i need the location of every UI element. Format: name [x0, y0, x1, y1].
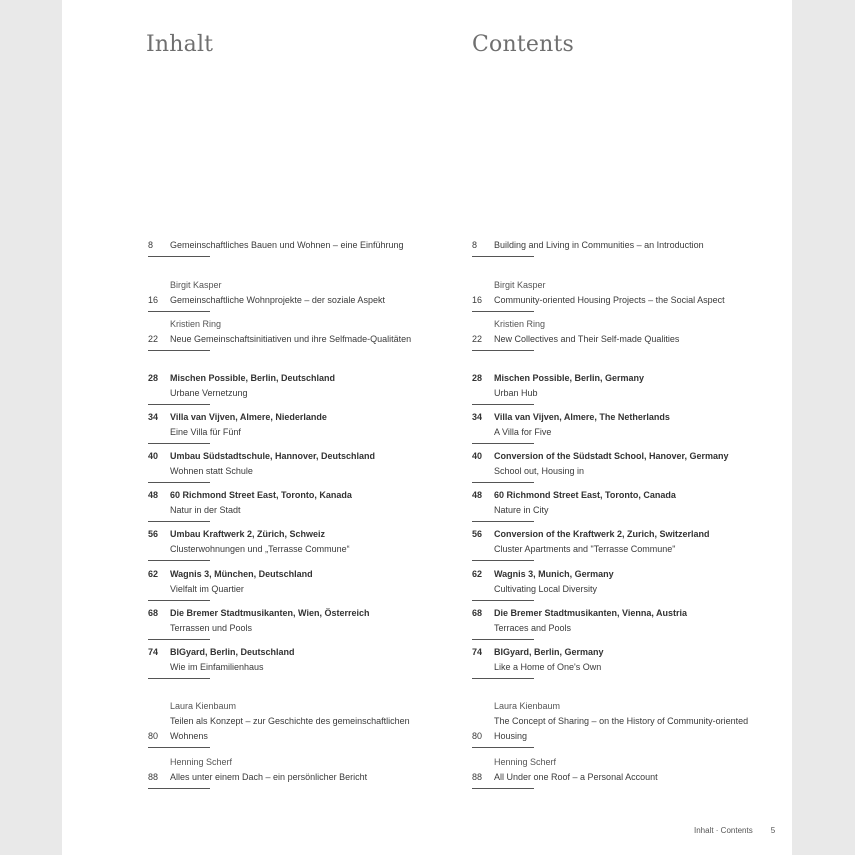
entry-page-number: 48: [148, 490, 159, 500]
title-line: [148, 410, 448, 425]
title-line: [472, 567, 772, 582]
subtitle-line: [148, 503, 448, 518]
entry-subtitle: Urban Hub: [494, 388, 538, 398]
entry-underline: [148, 404, 210, 405]
author-line: [148, 278, 448, 293]
title-line: [148, 488, 448, 503]
entry-underline: [148, 560, 210, 561]
text-line: [148, 729, 448, 744]
entry-title: BIGyard, Berlin, Germany: [494, 647, 604, 657]
entry-text: Alles unter einem Dach – ein persönlicher Bericht: [170, 772, 368, 782]
toc-entry[interactable]: [472, 238, 772, 253]
entry-underline: [148, 678, 210, 679]
title-line: [472, 410, 772, 425]
entry-text: Teilen als Konzept – zur Geschichte des gemeinschaftlichen: [170, 716, 410, 726]
entry-underline: [472, 600, 534, 601]
entry-subtitle: Clusterwohnungen und „Terrasse Commune“: [170, 544, 350, 554]
toc-entry[interactable]: [148, 606, 448, 636]
title-line: [148, 645, 448, 660]
entry-subtitle: Natur in der Stadt: [170, 505, 241, 515]
entry-text: Building and Living in Communities – an Introduction: [494, 240, 704, 250]
entry-underline: [148, 482, 210, 483]
text-line: [148, 293, 448, 308]
subtitle-line: [472, 582, 772, 597]
entry-title: Die Bremer Stadtmusikanten, Wien, Österreich: [170, 608, 370, 618]
entry-underline: [472, 521, 534, 522]
entry-page-number: 28: [148, 373, 159, 383]
entry-text: Community-oriented Housing Projects – the Social Aspect: [494, 295, 725, 305]
text-line: [148, 238, 448, 253]
entry-underline: [148, 443, 210, 444]
entry-page-number: 62: [472, 569, 483, 579]
entry-title: Wagnis 3, München, Deutschland: [170, 569, 313, 579]
author-line: [148, 755, 448, 770]
author-line: [472, 699, 772, 714]
toc-entry[interactable]: [472, 606, 772, 636]
toc-entry[interactable]: [472, 488, 772, 518]
entry-page-number: 22: [472, 334, 483, 344]
entry-subtitle: Eine Villa für Fünf: [170, 427, 241, 437]
entry-underline: [148, 521, 210, 522]
entry-underline: [148, 311, 210, 312]
toc-entry[interactable]: [148, 278, 448, 308]
entry-page-number: 48: [472, 490, 483, 500]
entry-subtitle: Cultivating Local Diversity: [494, 584, 598, 594]
entry-subtitle: Wohnen statt Schule: [170, 466, 253, 476]
entry-page-number: 62: [148, 569, 159, 579]
title-line: [148, 567, 448, 582]
toc-column-german: [148, 0, 448, 855]
subtitle-line: [148, 425, 448, 440]
entry-title: Villa van Vijven, Almere, Niederlande: [170, 412, 327, 422]
title-line: [472, 371, 772, 386]
entry-underline: [472, 482, 534, 483]
title-line: [472, 606, 772, 621]
entry-text: New Collectives and Their Self-made Qualities: [494, 334, 680, 344]
toc-entry[interactable]: [472, 567, 772, 597]
entry-page-number: 74: [472, 647, 483, 657]
footer-label: Inhalt · Contents: [694, 826, 753, 835]
entry-subtitle: Like a Home of One's Own: [494, 662, 602, 672]
text-line: [472, 770, 772, 785]
entry-underline: [472, 560, 534, 561]
toc-page: [62, 0, 792, 855]
entry-text: Neue Gemeinschaftsinitiativen und ihre Selfmade-Qualitäten: [170, 334, 412, 344]
entry-author: Henning Scherf: [494, 757, 557, 767]
entry-title: Mischen Possible, Berlin, Deutschland: [170, 373, 336, 383]
entry-page-number: 56: [472, 529, 483, 539]
entry-underline: [472, 747, 534, 748]
subtitle-line: [148, 386, 448, 401]
toc-entry[interactable]: [148, 410, 448, 440]
subtitle-line: [148, 464, 448, 479]
entry-page-number: 16: [472, 295, 483, 305]
page-number: 5: [770, 826, 776, 835]
page-footer: [694, 826, 775, 835]
title-line: [148, 371, 448, 386]
entry-title: Mischen Possible, Berlin, Germany: [494, 373, 645, 383]
title-line: [148, 449, 448, 464]
entry-text: All Under one Roof – a Personal Account: [494, 772, 658, 782]
entry-author: Birgit Kasper: [170, 280, 222, 290]
entry-underline: [472, 311, 534, 312]
subtitle-line: [148, 621, 448, 636]
toc-entry[interactable]: [148, 567, 448, 597]
entry-title: Villa van Vijven, Almere, The Netherlands: [494, 412, 670, 422]
entry-text: Housing: [494, 731, 528, 741]
toc-column-english: [472, 0, 772, 855]
text-line: [148, 332, 448, 347]
entry-page-number: 40: [472, 451, 483, 461]
entry-page-number: 40: [148, 451, 159, 461]
entry-subtitle: A Villa for Five: [494, 427, 552, 437]
entry-underline: [148, 747, 210, 748]
subtitle-line: [472, 621, 772, 636]
entry-underline: [148, 350, 210, 351]
toc-entry[interactable]: [472, 449, 772, 479]
toc-entry[interactable]: [148, 527, 448, 557]
toc-entry[interactable]: [148, 371, 448, 401]
entry-subtitle: Cluster Apartments and "Terrasse Commune": [494, 544, 676, 554]
entry-author: Laura Kienbaum: [494, 701, 561, 711]
entry-author: Birgit Kasper: [494, 280, 546, 290]
entry-author: Laura Kienbaum: [170, 701, 237, 711]
subtitle-line: [472, 464, 772, 479]
subtitle-line: [148, 582, 448, 597]
entry-text: Gemeinschaftliche Wohnprojekte – der soziale Aspekt: [170, 295, 385, 305]
toc-entry[interactable]: [148, 238, 448, 253]
toc-entry[interactable]: [148, 449, 448, 479]
toc-entry[interactable]: [472, 278, 772, 308]
entry-underline: [472, 788, 534, 789]
subtitle-line: [472, 542, 772, 557]
subtitle-line: [472, 503, 772, 518]
heading-inhalt: Inhalt: [146, 32, 214, 57]
entry-page-number: 80: [148, 731, 159, 741]
entry-page-number: 34: [148, 412, 159, 422]
author-line: [148, 699, 448, 714]
entry-underline: [472, 443, 534, 444]
entry-page-number: 56: [148, 529, 159, 539]
subtitle-line: [472, 425, 772, 440]
toc-entry[interactable]: [148, 317, 448, 347]
entry-title: Wagnis 3, Munich, Germany: [494, 569, 614, 579]
entry-title: Conversion of the Kraftwerk 2, Zurich, Switzerland: [494, 529, 710, 539]
toc-entry[interactable]: [472, 699, 772, 744]
entry-text: Gemeinschaftliches Bauen und Wohnen – eine Einführung: [170, 240, 404, 250]
toc-entry[interactable]: [472, 755, 772, 785]
entry-page-number: 88: [148, 772, 159, 782]
text-line: [472, 714, 772, 729]
entry-underline: [472, 678, 534, 679]
title-line: [472, 645, 772, 660]
entry-page-number: 88: [472, 772, 483, 782]
text-line: [472, 729, 772, 744]
entry-title: BIGyard, Berlin, Deutschland: [170, 647, 295, 657]
entry-title: Die Bremer Stadtmusikanten, Vienna, Austria: [494, 608, 688, 618]
entry-subtitle: Urbane Vernetzung: [170, 388, 248, 398]
entry-subtitle: Nature in City: [494, 505, 549, 515]
title-line: [148, 527, 448, 542]
entry-author: Kristien Ring: [170, 319, 222, 329]
entry-author: Kristien Ring: [494, 319, 546, 329]
toc-entry[interactable]: [472, 317, 772, 347]
entry-page-number: 8: [472, 240, 478, 250]
toc-entry[interactable]: [148, 755, 448, 785]
entry-title: Conversion of the Südstadt School, Hanover, Germany: [494, 451, 729, 461]
toc-entry[interactable]: [472, 645, 772, 675]
entry-text: Wohnens: [170, 731, 208, 741]
toc-entry[interactable]: [472, 410, 772, 440]
entry-underline: [472, 639, 534, 640]
text-line: [148, 770, 448, 785]
entry-title: 60 Richmond Street East, Toronto, Canada: [494, 490, 676, 500]
toc-entry[interactable]: [148, 699, 448, 744]
entry-underline: [148, 600, 210, 601]
entry-title: 60 Richmond Street East, Toronto, Kanada: [170, 490, 352, 500]
heading-contents: Contents: [472, 32, 575, 57]
entry-page-number: 8: [148, 240, 154, 250]
entry-page-number: 28: [472, 373, 483, 383]
entry-title: Umbau Südstadtschule, Hannover, Deutschland: [170, 451, 376, 461]
entry-page-number: 68: [472, 608, 483, 618]
title-line: [472, 527, 772, 542]
toc-entry[interactable]: [472, 371, 772, 401]
text-line: [472, 238, 772, 253]
subtitle-line: [148, 660, 448, 675]
entry-page-number: 22: [148, 334, 159, 344]
entry-page-number: 16: [148, 295, 159, 305]
text-line: [472, 293, 772, 308]
title-line: [472, 488, 772, 503]
author-line: [472, 278, 772, 293]
author-line: [472, 317, 772, 332]
entry-author: Henning Scherf: [170, 757, 233, 767]
entry-subtitle: Terrassen und Pools: [170, 623, 253, 633]
text-line: [472, 332, 772, 347]
entry-text: The Concept of Sharing – on the History of Community-oriented: [494, 716, 749, 726]
subtitle-line: [472, 660, 772, 675]
author-line: [472, 755, 772, 770]
subtitle-line: [148, 542, 448, 557]
entry-underline: [148, 639, 210, 640]
entry-page-number: 34: [472, 412, 483, 422]
text-line: [148, 714, 448, 729]
entry-subtitle: Vielfalt im Quartier: [170, 584, 244, 594]
toc-entry[interactable]: [148, 645, 448, 675]
title-line: [472, 449, 772, 464]
toc-entry[interactable]: [148, 488, 448, 518]
author-line: [148, 317, 448, 332]
entry-underline: [148, 788, 210, 789]
entry-page-number: 80: [472, 731, 483, 741]
title-line: [148, 606, 448, 621]
entry-underline: [472, 404, 534, 405]
entry-underline: [148, 256, 210, 257]
toc-entry[interactable]: [472, 527, 772, 557]
entry-subtitle: School out, Housing in: [494, 466, 585, 476]
entry-page-number: 68: [148, 608, 159, 618]
entry-subtitle: Wie im Einfamilienhaus: [170, 662, 264, 672]
entry-title: Umbau Kraftwerk 2, Zürich, Schweiz: [170, 529, 326, 539]
entry-page-number: 74: [148, 647, 159, 657]
entry-underline: [472, 350, 534, 351]
subtitle-line: [472, 386, 772, 401]
entry-subtitle: Terraces and Pools: [494, 623, 572, 633]
entry-underline: [472, 256, 534, 257]
